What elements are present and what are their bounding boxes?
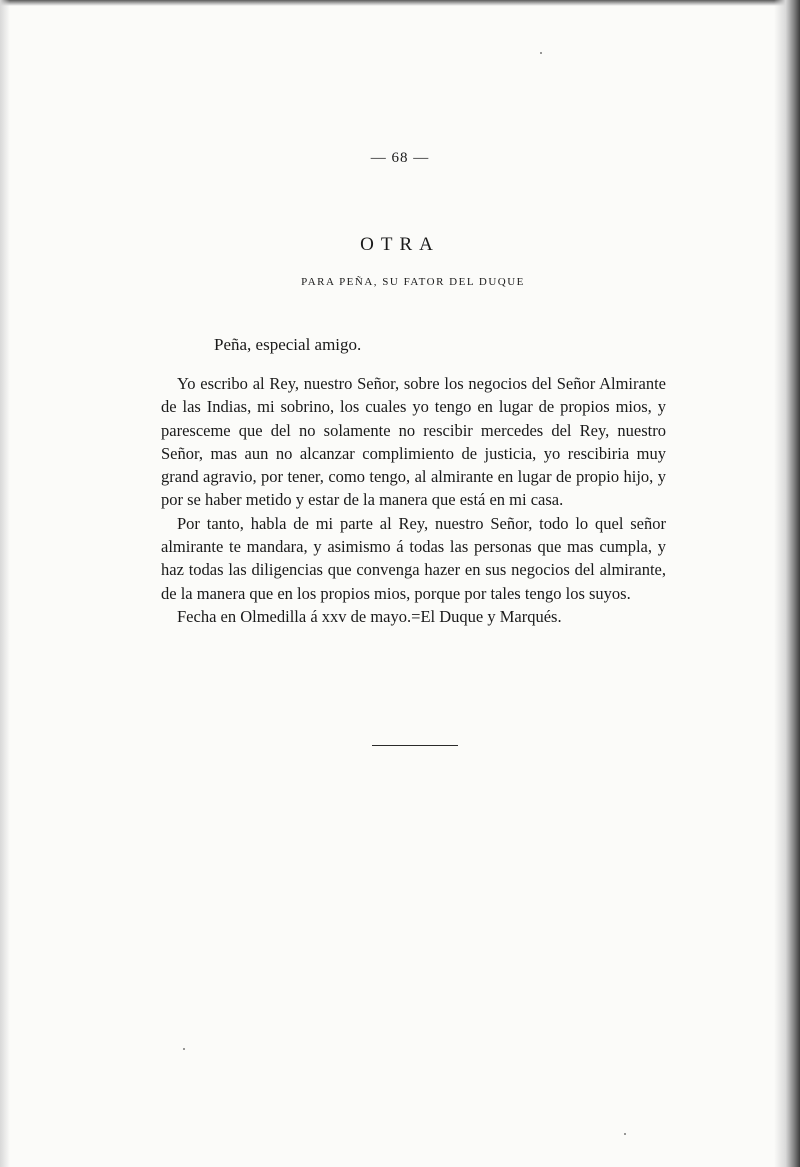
page-number: — 68 —: [370, 150, 430, 166]
page-top-edge: [0, 0, 800, 6]
page-left-edge: [0, 0, 10, 1167]
closing-rule: [372, 745, 458, 746]
scan-speck: [540, 52, 542, 54]
page-right-edge: [774, 0, 800, 1167]
scan-speck: [624, 1133, 626, 1135]
paragraph: Yo escribo al Rey, nuestro Señor, sobre los negocios del Señor Almirante de las Indias, mi sobrino, los cuales yo tengo en lugar de propios mios, y paresceme que del no solamente no rescibir mercedes del Rey, nuestro Señor, mas aun no alcanzar complimiento de justicia, yo rescibiria muy grand agravio, por tener, como tengo, al almirante en lugar de propio hijo, y por se haber metido y estar de la manera que está en mi casa.: [161, 374, 666, 510]
scan-speck: [183, 1048, 185, 1050]
letter-body: [161, 372, 666, 628]
paragraph: Por tanto, habla de mi parte al Rey, nuestro Señor, todo lo quel señor almirante te mandara, y asimismo á todas las personas que mas cumpla, y haz todas las diligencias que convenga hazer en sus negocios del almirante, de la manera que en los propios mios, porque por tales tengo los suyos.: [161, 513, 666, 603]
letter-subtitle: PARA PEÑA, SU FATOR DEL DUQUE: [301, 276, 525, 288]
letter-salutation: Peña, especial amigo.: [214, 335, 362, 354]
letter-title: OTRA: [360, 234, 440, 255]
paragraph: Fecha en Olmedilla á xxv de mayo.=El Duque y Marqués.: [177, 606, 562, 626]
